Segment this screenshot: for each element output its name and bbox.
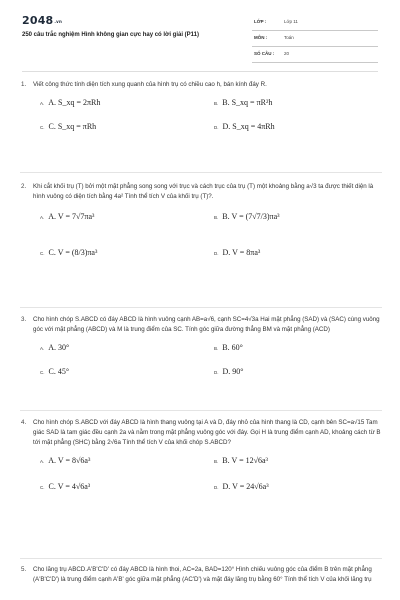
question-number: 4. — [21, 419, 27, 426]
option-text: C. 45° — [48, 367, 70, 376]
question-divider — [20, 558, 382, 559]
meta-table — [252, 15, 378, 63]
option-d[interactable] — [214, 247, 260, 260]
option-letter: A. — [40, 215, 45, 220]
option-letter: D. — [214, 125, 219, 130]
option-a[interactable] — [40, 97, 100, 110]
question-3 — [20, 315, 382, 386]
question-number: 3. — [21, 316, 27, 323]
question-divider — [20, 172, 382, 173]
option-letter: C. — [40, 125, 45, 130]
option-letter: C. — [40, 485, 45, 490]
answer-options — [20, 97, 382, 141]
question-text — [20, 565, 382, 585]
option-letter: C. — [40, 251, 45, 256]
option-d[interactable] — [214, 121, 275, 134]
option-letter: B. — [214, 346, 219, 351]
option-letter: A. — [40, 101, 45, 106]
option-text: D. S_xq = 4πRh — [222, 122, 275, 131]
question-text — [20, 315, 382, 335]
logo-text: 2048 — [22, 14, 54, 27]
option-letter: B. — [214, 215, 219, 220]
meta-row-subject — [252, 31, 378, 47]
meta-label: SỐ CÂU : — [254, 51, 275, 56]
question-divider — [20, 410, 382, 411]
option-letter: A. — [40, 459, 45, 464]
option-text: A. V = 7√7πa³ — [48, 212, 95, 221]
question-body: Cho hình chóp S.ABCD với đáy ABCD là hình thang vuông tại A và D, đáy nhỏ của hình thang là CD, cạnh bên SC=a√15 Tam giác SAD là tam giác đều cạnh 2a và nằm trong mặt phẳng vuông góc với đáy. Gọi H là trung điểm cạnh AD, khoảng cách từ B tới mặt phẳng (SHC) bằng 2√6a Tính thể tích V của khối chóp S.ABCD? — [33, 419, 381, 446]
logo-suffix: .vn — [54, 18, 62, 24]
question-divider — [20, 307, 382, 308]
option-letter: D. — [214, 485, 219, 490]
question-1 — [20, 80, 382, 141]
question-text — [20, 418, 382, 448]
question-4 — [20, 418, 382, 511]
option-letter: C. — [40, 370, 45, 375]
meta-label: LỚP : — [254, 19, 267, 24]
option-text: A. 30° — [48, 343, 70, 352]
option-c[interactable] — [40, 366, 69, 379]
option-text: C. V = 4√6a³ — [48, 482, 91, 491]
meta-label: MÔN : — [254, 35, 268, 40]
header-divider — [22, 71, 378, 72]
site-logo[interactable] — [22, 14, 62, 27]
option-text: B. S_xq = πR²h — [222, 98, 273, 107]
option-letter: A. — [40, 346, 45, 351]
question-body: Khi cắt khối trụ (T) bởi một mặt phẳng song song với trục và cách trục của trụ (T) một khoảng bằng a√3 ta được thiết diện là hình vuông có diện tích bằng 4a² Tính thể tích V của khối trụ (T)?. — [33, 183, 374, 200]
option-c[interactable] — [40, 121, 96, 134]
option-text: D. V = 24√6a³ — [222, 482, 269, 491]
question-number: 5. — [21, 566, 27, 573]
option-c[interactable] — [40, 481, 90, 494]
document-title: 250 câu trắc nghiệm Hình không gian cực hay có lời giải (P11) — [22, 32, 199, 38]
meta-row-grade — [252, 15, 378, 31]
question-number: 2. — [21, 183, 27, 190]
question-number: 1. — [21, 81, 27, 88]
option-text: B. V = 12√6a³ — [222, 456, 268, 465]
question-body: Viết công thức tính diện tích xung quanh của hình trụ có chiều cao h, bán kính đáy R. — [33, 81, 267, 88]
option-letter: D. — [214, 251, 219, 256]
option-d[interactable] — [214, 481, 269, 494]
option-text: A. V = 8√6a³ — [48, 456, 91, 465]
question-5 — [20, 565, 382, 585]
option-letter: B. — [214, 101, 219, 106]
option-text: C. V = (8/3)πa³ — [48, 248, 98, 257]
option-b[interactable] — [214, 455, 268, 468]
option-a[interactable] — [40, 455, 90, 468]
option-b[interactable] — [214, 97, 272, 110]
option-text: B. 60° — [222, 343, 243, 352]
meta-value: Toán — [284, 35, 294, 40]
option-d[interactable] — [214, 366, 243, 379]
option-letter: B. — [214, 459, 219, 464]
question-text — [20, 182, 382, 202]
question-2 — [20, 182, 382, 279]
option-text: C. S_xq = πRh — [48, 122, 97, 131]
meta-row-count — [252, 47, 378, 63]
option-letter: D. — [214, 370, 219, 375]
question-body: Cho hình chóp S.ABCD có đáy ABCD là hình vuông cạnh AB=a√6, cạnh SC=4√3a Hai mặt phẳng (SAD) và (SAC) cùng vuông góc với mặt phẳng (ABCD) và M là trung điểm của SC. Tính góc giữa đường thẳng BM và mặt phẳng (ACD) — [33, 316, 380, 333]
answer-options — [20, 209, 382, 279]
answer-options — [20, 342, 382, 386]
option-text: B. V = (7√7/3)πa³ — [222, 212, 280, 221]
meta-value: Lớp 11 — [284, 19, 298, 24]
option-text: D. 90° — [222, 367, 244, 376]
option-c[interactable] — [40, 247, 97, 260]
answer-options — [20, 455, 382, 511]
option-a[interactable] — [40, 342, 69, 355]
meta-value: 20 — [284, 51, 290, 56]
option-text: D. V = 8πa³ — [222, 248, 261, 257]
option-b[interactable] — [214, 342, 243, 355]
option-a[interactable] — [40, 211, 94, 224]
page-header — [0, 0, 400, 60]
question-body: Cho lăng trụ ABCD.A'B'C'D' có đáy ABCD là hình thoi, AC=2a, BAD=120° Hình chiếu vuông góc của điểm B trên mặt phẳng (A'B'C'D') là trung điểm cạnh A'B' góc giữa mặt phẳng (AC'D') và mặt đáy lăng trụ bằng 60° Tính thể tích V của khối lăng trụ — [33, 566, 372, 583]
question-text — [20, 80, 382, 90]
option-text: A. S_xq = 2πRh — [48, 98, 101, 107]
option-b[interactable] — [214, 211, 280, 224]
